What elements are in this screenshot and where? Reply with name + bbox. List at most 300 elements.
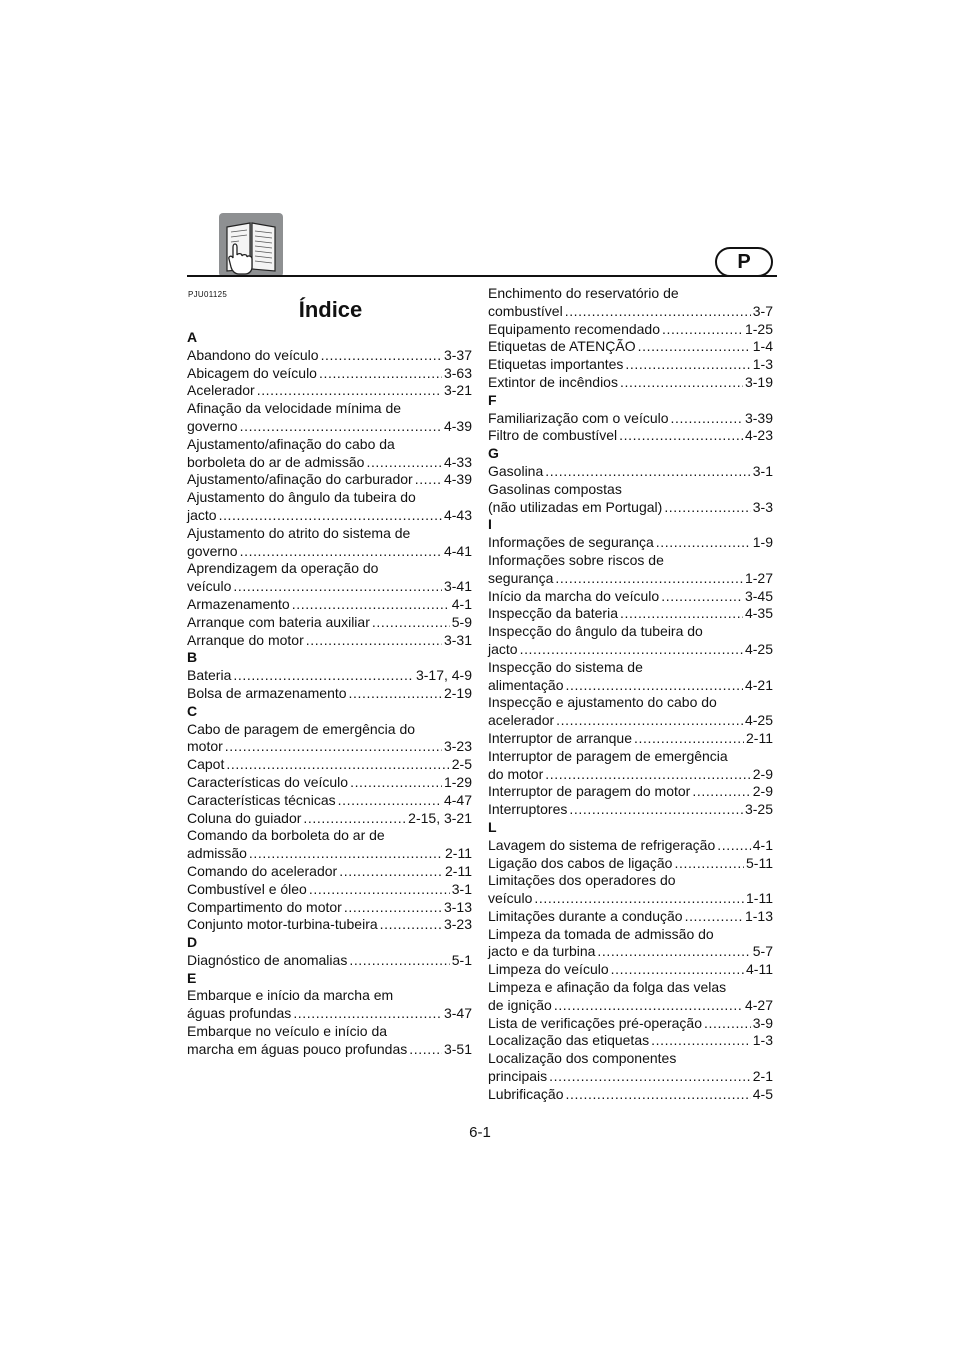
index-entry <box>488 410 773 428</box>
index-entry <box>488 1086 773 1104</box>
index-entry-page: 5-9 <box>451 613 472 630</box>
index-letter-heading: B <box>187 649 198 666</box>
index-entry <box>187 987 472 1023</box>
dot-leader <box>372 614 450 632</box>
index-entry-line <box>187 596 472 614</box>
index-entry-text: jacto <box>488 640 518 657</box>
index-entry-line <box>187 382 472 400</box>
dot-leader <box>349 685 442 703</box>
index-entry-text: Combustível e óleo <box>187 880 307 897</box>
index-entry-line <box>488 837 773 855</box>
index-entry-text: Início da marcha do veículo <box>488 587 660 604</box>
index-entry-text: do motor <box>488 765 544 782</box>
index-entry-line <box>187 881 472 899</box>
index-entry-page: 4-25 <box>744 712 773 729</box>
index-entry-line <box>187 899 472 917</box>
index-entry-line <box>488 534 773 552</box>
page-number: 6-1 <box>469 1124 491 1141</box>
dot-leader <box>674 855 744 873</box>
index-entry-line <box>187 756 472 774</box>
index-entry <box>488 623 773 659</box>
index-entry-page: 3-51 <box>443 1040 472 1057</box>
index-entry-text: acelerador <box>488 712 555 729</box>
index-entry-line <box>488 427 773 445</box>
dot-leader <box>651 1032 751 1050</box>
index-entry <box>488 285 773 321</box>
index-entry <box>488 1050 773 1086</box>
index-entry-line <box>488 766 773 784</box>
index-entry <box>488 979 773 1015</box>
index-entry-page: 3-13 <box>443 898 472 915</box>
index-entry <box>187 899 472 917</box>
index-entry-page: 3-39 <box>744 409 773 426</box>
index-entry-line <box>488 641 773 659</box>
index-entry <box>488 1015 773 1033</box>
dot-leader <box>380 916 442 934</box>
index-entry-text: Inspecção e ajustamento do cabo do <box>488 694 717 711</box>
index-entry-page: 1-29 <box>443 773 472 790</box>
dot-leader <box>339 863 443 881</box>
index-entry-page: 1-3 <box>752 1032 773 1049</box>
index-entry-line <box>187 578 472 596</box>
dot-leader <box>306 632 442 650</box>
dot-leader <box>240 418 442 436</box>
index-entry-page: 4-5 <box>752 1085 773 1102</box>
index-entry-page: 2-9 <box>752 765 773 782</box>
index-entry-text: Interruptor de paragem do motor <box>488 783 691 800</box>
index-entry-text: Comando do acelerador <box>187 862 338 879</box>
index-entry <box>488 552 773 588</box>
index-entry-text: admissão <box>187 845 247 862</box>
index-entry-line <box>488 783 773 801</box>
index-entry <box>488 837 773 855</box>
index-entry-text: Ajustamento do atrito do sistema de <box>187 524 411 541</box>
index-letter-heading: E <box>187 969 197 986</box>
index-entry-line <box>488 961 773 979</box>
index-entry-text: Localização das etiquetas <box>488 1032 650 1049</box>
index-entry-page: 4-23 <box>744 427 773 444</box>
index-entry-page: 2-11 <box>746 729 773 746</box>
index-entry-text: motor <box>187 738 223 755</box>
index-entry-text: Lavagem do sistema de refrigeração <box>488 836 716 853</box>
index-entry-page: 3-1 <box>752 462 773 479</box>
dot-leader <box>534 890 744 908</box>
index-entry-line <box>488 1086 773 1104</box>
index-entry-text: Equipamento recomendado <box>488 320 661 337</box>
dot-leader <box>233 578 442 596</box>
index-entry-text: Embarque no veículo e início da <box>187 1023 388 1040</box>
index-letter-heading: F <box>488 391 497 408</box>
index-entry-line <box>488 321 773 339</box>
index-entry-page: 4-41 <box>443 542 472 559</box>
index-entry-text: Familiarização com o veículo <box>488 409 669 426</box>
dot-leader <box>569 801 743 819</box>
index-entry <box>488 748 773 784</box>
index-entry-line <box>488 356 773 374</box>
dot-leader <box>620 605 743 623</box>
dot-leader <box>685 908 743 926</box>
index-entry-page: 4-1 <box>451 595 472 612</box>
index-entry-text: (não utilizadas em Portugal) <box>488 498 663 515</box>
index-entry-page: 3-3 <box>752 498 773 515</box>
index-entry <box>488 481 773 517</box>
index-letter-heading: A <box>187 329 198 345</box>
index-entry-line <box>187 347 472 365</box>
header-rule <box>187 275 777 277</box>
index-entry-text: Informações de segurança <box>488 534 654 551</box>
dot-leader <box>520 641 743 659</box>
index-entry <box>488 730 773 748</box>
index-entry-line <box>488 997 773 1015</box>
index-entry-text: Ligação dos cabos de ligação <box>488 854 673 871</box>
index-entry-page: 3-45 <box>744 587 773 604</box>
dot-leader <box>415 471 442 489</box>
index-entry-text: marcha em águas pouco profundas <box>187 1040 408 1057</box>
dot-leader <box>634 730 744 748</box>
index-entry <box>488 926 773 962</box>
index-entry-text: jacto e da turbina <box>488 943 596 960</box>
index-entry-page: 5-7 <box>752 943 773 960</box>
index-entry-text: águas profundas <box>187 1005 292 1022</box>
index-entry <box>187 614 472 632</box>
index-entry-text: de ignição <box>488 996 552 1013</box>
index-entry-text: Aprendizagem da operação do <box>187 560 379 577</box>
section-badge: P <box>715 247 773 277</box>
index-entry-line <box>488 1015 773 1033</box>
index-entry-page: 3-1 <box>451 880 472 897</box>
index-entry-text: Ajustamento/afinação do carburador <box>187 471 413 488</box>
index-entry-line <box>488 712 773 730</box>
index-entry <box>187 881 472 899</box>
index-entry-text: Etiquetas importantes <box>488 356 624 373</box>
dot-leader <box>611 961 744 979</box>
index-entry-text: Arranque com bateria auxiliar <box>187 613 370 630</box>
index-entry-text: Localização dos componentes <box>488 1050 677 1067</box>
index-entry-line <box>488 1068 773 1086</box>
index-entry-line <box>187 810 472 828</box>
index-entry-line <box>187 418 472 436</box>
index-entry <box>187 347 472 365</box>
index-entry-text: Embarque e início da marcha em <box>187 987 394 1004</box>
index-entry-page: 1-27 <box>744 569 773 586</box>
index-entry-text: Extintor de incêndios <box>488 373 618 390</box>
index-entry-text: Ajustamento/afinação do cabo da <box>187 435 395 452</box>
index-entry-line <box>187 454 472 472</box>
index-entry-text: Bolsa de armazenamento <box>187 684 347 701</box>
index-entry-line <box>488 730 773 748</box>
index-entry-text: Abicagem do veículo <box>187 364 317 381</box>
index-column-left <box>187 329 472 1059</box>
dot-leader <box>349 952 449 970</box>
dot-leader <box>620 374 743 392</box>
index-entry-text: Arranque do motor <box>187 631 304 648</box>
index-entry <box>488 356 773 374</box>
index-entry <box>187 721 472 757</box>
index-entry-line <box>187 774 472 792</box>
dot-leader <box>225 738 442 756</box>
index-entry <box>187 916 472 934</box>
index-entry-text: Enchimento do reservatório de <box>488 285 679 301</box>
index-entry-text: Limitações dos operadores do <box>488 872 676 889</box>
index-entry-page: 3-37 <box>443 346 472 363</box>
index-entry-text: combustível <box>488 302 563 319</box>
index-entry-text: Bateria <box>187 667 232 684</box>
index-entry <box>187 756 472 774</box>
index-entry <box>488 961 773 979</box>
dot-leader <box>619 427 743 445</box>
index-entry-line <box>488 463 773 481</box>
index-entry-text: Características do veículo <box>187 773 349 790</box>
dot-leader <box>717 837 751 855</box>
index-letter-heading: L <box>488 818 497 835</box>
dot-leader <box>409 1041 442 1059</box>
index-entry-page: 1-13 <box>744 907 773 924</box>
index-entry-text: Diagnóstico de anomalias <box>187 951 348 968</box>
index-entry-page: 3-25 <box>744 801 773 818</box>
index-entry <box>187 525 472 561</box>
dot-leader <box>556 712 743 730</box>
dot-leader <box>625 356 750 374</box>
index-entry-text: Limpeza do veículo <box>488 961 609 978</box>
index-entry-line <box>488 855 773 873</box>
index-entry-page: 5-1 <box>451 951 472 968</box>
index-entry <box>187 774 472 792</box>
index-entry-line <box>187 952 472 970</box>
index-entry-line <box>187 738 472 756</box>
index-entry-text: jacto <box>187 506 217 523</box>
index-entry-line <box>488 605 773 623</box>
dot-leader <box>344 899 442 917</box>
index-entry-line <box>488 374 773 392</box>
index-entry-page: 3-17, 4-9 <box>415 667 472 684</box>
index-entry <box>187 400 472 436</box>
index-entry-page: 3-23 <box>443 916 472 933</box>
index-entry-page: 4-39 <box>443 471 472 488</box>
index-entry-page: 4-43 <box>443 506 472 523</box>
index-entry <box>187 382 472 400</box>
index-entry-text: governo <box>187 417 238 434</box>
index-entry-line <box>187 507 472 525</box>
index-entry <box>488 534 773 552</box>
index-entry-page: 4-27 <box>744 996 773 1013</box>
dot-leader <box>656 534 751 552</box>
dot-leader <box>338 792 442 810</box>
index-entry-text: Gasolina <box>488 462 544 479</box>
index-entry-page: 4-11 <box>746 961 773 978</box>
index-entry-line <box>187 543 472 561</box>
index-entry-page: 2-5 <box>451 756 472 773</box>
dot-leader <box>233 667 414 685</box>
index-entry-line <box>488 499 773 517</box>
index-entry-page: 3-47 <box>443 1005 472 1022</box>
dot-leader <box>321 347 442 365</box>
index-entry <box>187 489 472 525</box>
index-entry-page: 3-23 <box>443 738 472 755</box>
index-entry <box>488 588 773 606</box>
index-entry-text: Interruptor de paragem de emergência <box>488 747 728 764</box>
index-entry-text: veículo <box>187 578 232 595</box>
index-entry-page: 1-9 <box>752 534 773 551</box>
index-entry <box>488 321 773 339</box>
index-entry-page: 2-1 <box>752 1068 773 1085</box>
index-entry-page: 3-9 <box>752 1014 773 1031</box>
index-entry-page: 3-19 <box>744 373 773 390</box>
index-entry-page: 2-15, 3-21 <box>408 809 472 826</box>
index-entry-text: Filtro de combustível <box>488 427 618 444</box>
index-entry-line <box>187 1041 472 1059</box>
dot-leader <box>257 382 442 400</box>
index-entry-text: Ajustamento do ângulo da tubeira do <box>187 489 416 506</box>
index-entry-page: 3-63 <box>443 364 472 381</box>
dot-leader <box>545 463 751 481</box>
index-entry-page: 4-1 <box>752 836 773 853</box>
index-entry-text: Lista de verificações pré-operação <box>488 1014 703 1031</box>
index-entry-line <box>488 908 773 926</box>
index-letter-heading: G <box>488 445 499 462</box>
index-entry-page: 2-19 <box>443 684 472 701</box>
index-entry <box>187 863 472 881</box>
dot-leader <box>319 365 442 383</box>
index-entry-line <box>187 863 472 881</box>
index-entry <box>488 427 773 445</box>
index-entry-text: Acelerador <box>187 382 255 399</box>
dot-leader <box>226 756 449 774</box>
dot-leader <box>554 997 743 1015</box>
dot-leader <box>240 543 442 561</box>
index-letter-heading: I <box>488 516 492 533</box>
index-entry <box>488 338 773 356</box>
dot-leader <box>366 454 442 472</box>
dot-leader <box>545 766 751 784</box>
dot-leader <box>350 774 442 792</box>
index-entry-line <box>488 588 773 606</box>
index-entry-line <box>488 801 773 819</box>
index-entry <box>488 872 773 908</box>
index-entry-text: Cabo de paragem de emergência do <box>187 720 416 737</box>
index-entry <box>187 560 472 596</box>
index-entry <box>187 471 472 489</box>
index-entry-page: 3-31 <box>443 631 472 648</box>
dot-leader <box>662 321 743 339</box>
index-entry-line <box>488 890 773 908</box>
dot-leader <box>293 1005 442 1023</box>
index-entry-text: Lubrificação <box>488 1085 564 1102</box>
index-entry-page: 1-4 <box>752 338 773 355</box>
index-letter-heading: C <box>187 702 198 719</box>
index-entry-text: principais <box>488 1068 548 1085</box>
dot-leader <box>671 410 743 428</box>
index-entry-text: veículo <box>488 890 533 907</box>
index-entry-line <box>488 410 773 428</box>
index-entry <box>187 952 472 970</box>
index-entry-text: Inspecção da bateria <box>488 605 618 622</box>
index-entry <box>187 1023 472 1059</box>
index-entry <box>488 855 773 873</box>
index-entry-text: Limitações durante a condução <box>488 907 683 924</box>
index-entry <box>187 365 472 383</box>
index-entry-page: 5-11 <box>746 854 773 871</box>
index-entry <box>187 436 472 472</box>
index-entry-page: 2-11 <box>445 862 472 879</box>
dot-leader <box>549 1068 751 1086</box>
manual-book-icon <box>219 213 283 277</box>
index-entry <box>187 685 472 703</box>
index-entry-line <box>488 1032 773 1050</box>
index-entry-text: Etiquetas de ATENÇÃO <box>488 338 636 355</box>
index-entry-line <box>187 1005 472 1023</box>
index-entry-text: governo <box>187 542 238 559</box>
index-entry-text: Interruptor de arranque <box>488 729 632 746</box>
dot-leader <box>638 338 751 356</box>
index-entry-line <box>488 570 773 588</box>
index-entry-text: Interruptores <box>488 801 568 818</box>
index-entry-line <box>187 614 472 632</box>
dot-leader <box>565 303 751 321</box>
index-entry-text: Características técnicas <box>187 791 336 808</box>
index-entry-text: Abandono do veículo <box>187 346 319 363</box>
index-entry-line <box>488 943 773 961</box>
index-entry-text: Afinação da velocidade mínima de <box>187 400 402 417</box>
index-entry-text: Capot <box>187 756 225 773</box>
index-entry <box>488 801 773 819</box>
index-entry-line <box>187 667 472 685</box>
index-entry <box>187 632 472 650</box>
index-entry-page: 3-21 <box>443 382 472 399</box>
index-entry-page: 2-9 <box>752 783 773 800</box>
dot-leader <box>303 810 406 828</box>
index-entry-page: 4-25 <box>744 640 773 657</box>
index-entry <box>488 463 773 481</box>
index-entry <box>187 827 472 863</box>
index-entry-page: 4-47 <box>443 791 472 808</box>
index-entry <box>488 783 773 801</box>
index-entry-text: Inspecção do ângulo da tubeira do <box>488 623 703 640</box>
index-entry-page: 1-3 <box>752 356 773 373</box>
index-entry-text: Inspecção do sistema de <box>488 658 643 675</box>
dot-leader <box>555 570 743 588</box>
dot-leader <box>309 881 450 899</box>
index-entry-line <box>488 338 773 356</box>
index-entry <box>187 792 472 810</box>
index-entry <box>488 694 773 730</box>
index-entry-line <box>187 916 472 934</box>
index-entry <box>488 374 773 392</box>
index-entry-page: 2-11 <box>445 845 472 862</box>
index-entry-text: Informações sobre riscos de <box>488 551 664 568</box>
index-entry-page: 4-39 <box>443 417 472 434</box>
index-entry-page: 4-21 <box>744 676 773 693</box>
index-entry <box>187 667 472 685</box>
index-entry-page: 1-25 <box>744 320 773 337</box>
dot-leader <box>219 507 442 525</box>
index-entry <box>488 659 773 695</box>
index-column-right <box>488 285 773 1104</box>
index-entry-text: Compartimento do motor <box>187 898 342 915</box>
index-entry <box>488 908 773 926</box>
index-entry-line <box>187 632 472 650</box>
index-entry-line <box>488 303 773 321</box>
index-entry <box>187 810 472 828</box>
index-entry-line <box>488 677 773 695</box>
index-entry-line <box>187 845 472 863</box>
index-entry-text: Limpeza e afinação da folga das velas <box>488 979 727 996</box>
index-entry-text: Limpeza da tomada de admissão do <box>488 925 714 942</box>
index-entry-page: 3-7 <box>752 302 773 319</box>
dot-leader <box>704 1015 751 1033</box>
index-entry-page: 3-41 <box>443 578 472 595</box>
index-entry-line <box>187 365 472 383</box>
index-entry-text: borboleta do ar de admissão <box>187 453 365 470</box>
